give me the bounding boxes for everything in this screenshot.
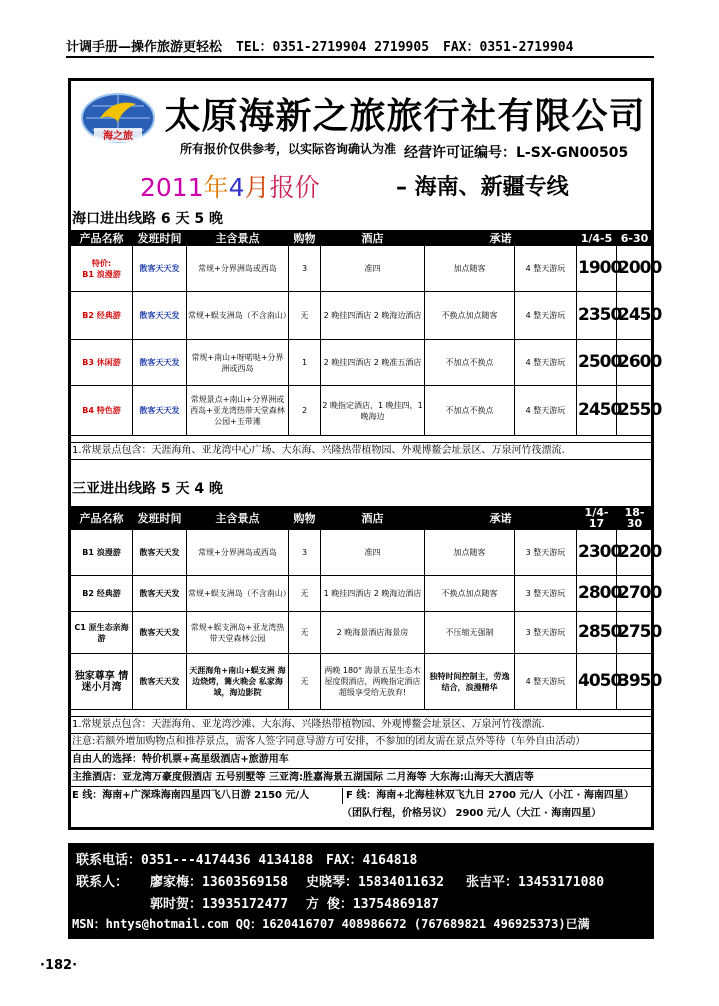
table-row xyxy=(71,292,653,340)
price-cell: 2350 xyxy=(577,292,617,340)
shopping-cell: 无 xyxy=(289,654,321,710)
table-row xyxy=(71,340,653,386)
price-cell: 2850 xyxy=(577,612,617,654)
price-cell: 2800 xyxy=(577,576,617,612)
extra-lines xyxy=(70,788,652,804)
departure-cell: 散客天天发 xyxy=(133,292,187,340)
header-cell: 产品名称 xyxy=(71,231,133,246)
logo-text: 海之旅 xyxy=(103,131,133,142)
tour-days-cell: 4 整天游玩 xyxy=(515,340,577,386)
price-title xyxy=(140,168,320,204)
table-row xyxy=(71,576,653,612)
departure-cell: 散客天天发 xyxy=(133,576,187,612)
header-cell: 主含景点 xyxy=(187,231,289,246)
hotel-cell: 2 晚挂四酒店 2 晚准五酒店 xyxy=(321,340,425,386)
shopping-cell: 3 xyxy=(289,530,321,576)
line-e: E 线：海南+广深珠海南四星四飞八日游 2150 元/人 xyxy=(72,790,310,801)
departure-cell: 散客天天发 xyxy=(133,530,187,576)
header-cell: 购物 xyxy=(289,231,321,246)
hotel-cell: 2 晚挂四酒店 2 晚海边酒店 xyxy=(321,292,425,340)
price-cell: 2700 xyxy=(617,576,653,612)
hotel-cell: 1 晚挂四酒店 2 晚海边酒店 xyxy=(321,576,425,612)
product-name: B4 特色游 xyxy=(71,386,133,436)
departure-cell: 散客天天发 xyxy=(133,612,187,654)
contact-box xyxy=(68,843,654,939)
contact-label: 联系人： xyxy=(76,875,129,890)
header-tel: TEL：0351-2719904 2719905 xyxy=(236,39,430,55)
departure-cell: 散客天天发 xyxy=(133,386,187,436)
header-cell: 承诺 xyxy=(425,231,577,246)
header-cell: 1/4-17 xyxy=(577,507,617,530)
header-cell: 发班时间 xyxy=(133,231,187,246)
price-cell: 3950 xyxy=(617,654,653,710)
departure-cell: 散客天天发 xyxy=(133,654,187,710)
company-logo xyxy=(78,92,158,148)
price-cell: 2000 xyxy=(617,246,653,292)
page-number: ·182· xyxy=(40,958,78,973)
tour-days-cell: 4 整天游玩 xyxy=(515,246,577,292)
spots-cell: 常规+分界洲岛或西岛 xyxy=(187,246,289,292)
price-cell: 2450 xyxy=(577,386,617,436)
shopping-cell: 无 xyxy=(289,576,321,612)
price-cell: 2200 xyxy=(617,530,653,576)
price-cell: 1900 xyxy=(577,246,617,292)
contact-person: 郭时贺：13935172477 xyxy=(150,897,289,912)
header-cell: 18-30 xyxy=(617,507,653,530)
header-cell: 1/4-5 xyxy=(577,231,617,246)
product-name: B2 经典游 xyxy=(71,292,133,340)
contact-phone: 联系电话：0351---4174436 4134188 xyxy=(76,853,314,868)
price-cell: 2550 xyxy=(617,386,653,436)
recommended-hotels: 主推酒店：亚龙湾万豪度假酒店 五号别墅等 三亚湾:胜嘉海景五湖国际 二月海等 大东海:山海天大酒店等 xyxy=(70,770,652,787)
title-year: 2011 xyxy=(140,173,204,202)
promise-cell: 加点随客 xyxy=(425,530,515,576)
product-name: C1 原生态亲海游 xyxy=(71,612,133,654)
departure-cell: 散客天天发 xyxy=(133,246,187,292)
shopping-cell: 3 xyxy=(289,246,321,292)
price-cell: 4050 xyxy=(577,654,617,710)
price-cell: 2500 xyxy=(577,340,617,386)
title-yue: 月 xyxy=(244,173,270,202)
header-cell: 酒店 xyxy=(321,507,425,530)
header-fax: FAX：0351-2719904 xyxy=(443,39,574,55)
title-baojia: 报价 xyxy=(269,173,320,202)
tour-days-cell: 4 整天游玩 xyxy=(515,386,577,436)
title-month: 4 xyxy=(228,173,245,202)
shopping-cell: 无 xyxy=(289,612,321,654)
contact-person: 张吉平：13453171080 xyxy=(466,875,605,890)
tour-days-cell: 3 整天游玩 xyxy=(515,576,577,612)
spots-cell: 常规+蜈支洲岛+亚龙湾热带天堂森林公园 xyxy=(187,612,289,654)
shopping-cell: 1 xyxy=(289,340,321,386)
hotel-cell: 2 晚海景酒店海景房 xyxy=(321,612,425,654)
header-cell: 购物 xyxy=(289,507,321,530)
haikou-section-title: 海口进出线路 6 天 5 晚 xyxy=(72,211,223,227)
promise-cell: 独特时间控制主，劳逸结合，浪漫精华 xyxy=(425,654,515,710)
promise-cell: 不加点不换点 xyxy=(425,340,515,386)
title-nian: 年 xyxy=(203,173,229,202)
shopping-cell: 无 xyxy=(289,292,321,340)
table-row xyxy=(71,386,653,436)
header-cell: 承诺 xyxy=(425,507,577,530)
hotel-cell: 准四 xyxy=(321,246,425,292)
promise-cell: 不压缩无强制 xyxy=(425,612,515,654)
header-cell: 6-30 xyxy=(617,231,653,246)
spots-cell: 常规+分界洲岛或西岛 xyxy=(187,530,289,576)
tour-days-cell: 3 整天游玩 xyxy=(515,530,577,576)
header-cell: 主含景点 xyxy=(187,507,289,530)
header-cell: 产品名称 xyxy=(71,507,133,530)
spots-cell: 天涯海角+南山+蜈支洲 海边烧烤，篝火晚会 私家海域，海边影院 xyxy=(187,654,289,710)
contact-person: 史晓琴：15834011632 xyxy=(306,875,445,890)
hotel-cell: 准四 xyxy=(321,530,425,576)
header-slogan: 计调手册—操作旅游更轻松 xyxy=(66,39,223,55)
price-cell: 2750 xyxy=(617,612,653,654)
price-cell: 2300 xyxy=(577,530,617,576)
promise-cell: 不换点加点随客 xyxy=(425,292,515,340)
spots-cell: 常规+蜈支洲岛（不含南山） xyxy=(187,576,289,612)
promise-cell: 不加点不换点 xyxy=(425,386,515,436)
tour-days-cell: 4 整天游玩 xyxy=(515,292,577,340)
product-name: 特价: B1 浪漫游 xyxy=(71,246,133,292)
contact-fax: FAX：4164818 xyxy=(326,853,418,868)
shopping-cell: 2 xyxy=(289,386,321,436)
header-cell: 酒店 xyxy=(321,231,425,246)
company-name: 太原海新之旅旅行社有限公司 xyxy=(164,96,646,137)
spots-cell: 常规景点+南山+分界洲或西岛+亚龙湾热带天堂森林公园+玉带滩 xyxy=(187,386,289,436)
table-row xyxy=(71,612,653,654)
table-row xyxy=(71,246,653,292)
product-name: B2 经典游 xyxy=(71,576,133,612)
contact-msn-qq: MSN：hntys@hotmail.com QQ：1620416707 408986672 (767689821 496925373)已满 xyxy=(72,917,590,931)
product-name: 独家尊享 情迷小月湾 xyxy=(71,654,133,710)
optional-package: 自由人的选择：特价机票+高星级酒店+旅游用车 xyxy=(70,752,652,769)
route-subtitle: – 海南、新疆专线 xyxy=(396,175,569,200)
tour-days-cell: 4 整天游玩 xyxy=(515,654,577,710)
table-header-row xyxy=(71,507,653,530)
promise-cell: 不换点加点随客 xyxy=(425,576,515,612)
line-f-team: （团队行程，价格另议） 2900 元/人（大江 · 海南四星） xyxy=(342,808,602,819)
hotel-cell: 2 晚指定酒店，1 晚挂四，1 晚海边 xyxy=(321,386,425,436)
spots-cell: 常规+南山+呀喏哒+分界洲或西岛 xyxy=(187,340,289,386)
sanya-notice: 注意:若额外增加购物点和推荐景点，需客人签字同意导游方可安排，不参加的团友需在景点外等待（车外自由活动） xyxy=(70,734,652,751)
sanya-footnote: 1.常规景点包含：天涯海角、亚龙湾沙滩、大东海、兴隆热带植物园、外观博鳌会址景区、万泉河竹筏漂流. xyxy=(70,716,652,734)
license-number: 经营许可证编号：L-SX-GN00505 xyxy=(404,145,629,161)
price-cell: 2600 xyxy=(617,340,653,386)
contact-person: 廖家梅：13603569158 xyxy=(150,875,289,890)
price-cell: 2450 xyxy=(617,292,653,340)
spots-cell: 常规+蜈支洲岛（不含南山） xyxy=(187,292,289,340)
contact-person: 方 俊：13754869187 xyxy=(306,897,439,912)
table-header-row xyxy=(71,231,653,246)
departure-cell: 散客天天发 xyxy=(133,340,187,386)
tour-days-cell: 3 整天游玩 xyxy=(515,612,577,654)
product-name: B3 休闲游 xyxy=(71,340,133,386)
table-row xyxy=(71,530,653,576)
promise-cell: 加点随客 xyxy=(425,246,515,292)
sanya-price-table xyxy=(70,506,662,710)
top-header xyxy=(66,34,654,58)
hotel-cell: 两晚 180° 海景五星生态木屋度假酒店，两晚指定酒店 超级享受给无放弃! xyxy=(321,654,425,710)
header-cell: 发班时间 xyxy=(133,507,187,530)
line-f: F 线：海南+北海桂林双飞九日 2700 元/人（小江 · 海南四星） xyxy=(342,788,634,804)
table-row xyxy=(71,654,653,710)
haikou-footnote: 1.常规景点包含：天涯海角、亚龙湾中心广场、大东海、兴隆热带植物园、外观博鳌会址景区、万泉河竹筏漂流. xyxy=(70,442,652,460)
product-name: B1 浪漫游 xyxy=(71,530,133,576)
haikou-price-table xyxy=(70,230,662,436)
sanya-section-title: 三亚进出线路 5 天 4 晚 xyxy=(72,481,223,497)
price-note: 所有报价仅供参考，以实际咨询确认为准 xyxy=(180,142,397,156)
